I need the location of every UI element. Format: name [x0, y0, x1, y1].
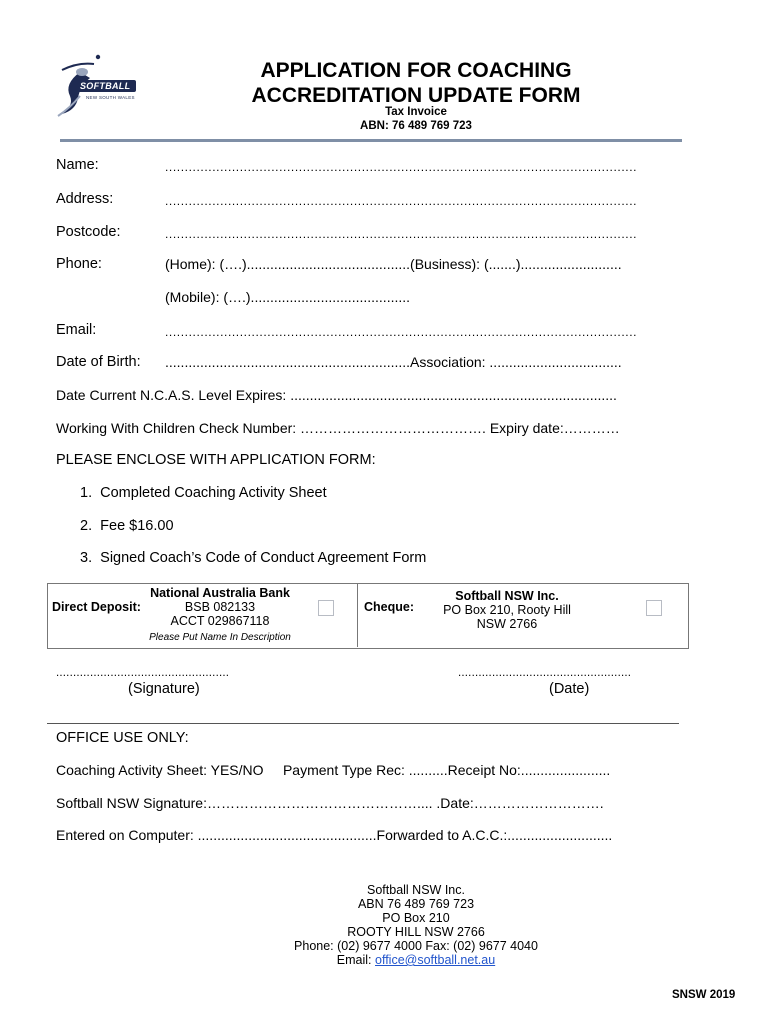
address-label: Address:: [56, 191, 114, 207]
date-line[interactable]: ...................................................: [458, 667, 632, 679]
email-field[interactable]: ........................................................................................................................: [165, 325, 638, 339]
direct-deposit-checkbox[interactable]: [318, 600, 334, 616]
softball-logo: [50, 52, 150, 122]
name-field[interactable]: ........................................................................................................................: [165, 160, 638, 174]
office-line-activity-payment[interactable]: Coaching Activity Sheet: YES/NO Payment Type Rec: ..........Receipt No:.......................: [56, 762, 611, 778]
date-label: (Date): [549, 681, 590, 697]
footer-po: PO Box 210: [382, 911, 450, 925]
cheque-addr1: PO Box 210, Rooty Hill: [443, 603, 571, 617]
phone-label: Phone:: [56, 256, 102, 272]
form-title-line1: APPLICATION FOR COACHING: [260, 59, 572, 82]
enclose-heading: PLEASE ENCLOSE WITH APPLICATION FORM:: [56, 452, 376, 468]
footer-abn: ABN 76 489 769 723: [357, 897, 475, 911]
cheque-label: Cheque:: [364, 600, 414, 614]
signature-line[interactable]: ...................................................: [56, 667, 230, 679]
cheque-checkbox[interactable]: [646, 600, 662, 616]
wwc-field[interactable]: Working With Children Check Number: …………………………………. Expiry date:…………: [56, 420, 620, 436]
enclose-item: 1. Completed Coaching Activity Sheet: [80, 485, 327, 501]
office-heading: OFFICE USE ONLY:: [56, 730, 189, 746]
footer-email-line: [216, 954, 616, 968]
bank-bsb: BSB 082133: [184, 600, 256, 614]
footer-phone: Phone: (02) 9677 4000 Fax: (02) 9677 4040: [294, 939, 538, 953]
form-title-line2: ACCREDITATION UPDATE FORM: [251, 84, 581, 107]
signature-label: (Signature): [128, 681, 200, 697]
logo-text: SOFTBALL: [80, 81, 131, 91]
postcode-label: Postcode:: [56, 224, 121, 240]
dob-association-field[interactable]: ...............................................................Association: ..................................: [165, 354, 622, 370]
deposit-note: Please Put Name In Description: [149, 632, 291, 643]
enclose-item: 3. Signed Coach’s Code of Conduct Agreement Form: [80, 550, 427, 566]
cheque-addr2: NSW 2766: [476, 617, 538, 631]
office-line-signature[interactable]: Softball NSW Signature:……………………………………….... .Date:……………………….: [56, 795, 604, 811]
cheque-org: Softball NSW Inc.: [455, 589, 559, 603]
footer-city: ROOTY HILL NSW 2766: [347, 925, 485, 939]
footer-email-link[interactable]: office@softball.net.au: [375, 953, 496, 967]
email-label: Email:: [56, 322, 97, 338]
direct-deposit-label: Direct Deposit:: [52, 600, 141, 614]
phone-home-business-field[interactable]: (Home): (….)..........................................(Business): (.......)..........................: [165, 256, 622, 272]
ncas-expiry-field[interactable]: Date Current N.C.A.S. Level Expires: ....................................................................................: [56, 387, 617, 403]
postcode-field[interactable]: ........................................................................................................................: [165, 227, 638, 241]
enclose-item: 2. Fee $16.00: [80, 518, 174, 534]
footer-org: Softball NSW Inc.: [367, 883, 465, 897]
dob-label: Date of Birth:: [56, 354, 141, 370]
phone-mobile-field[interactable]: (Mobile): (….).........................................: [165, 289, 411, 305]
name-label: Name:: [56, 157, 99, 173]
header-divider: [60, 139, 682, 142]
form-abn: ABN: 76 489 769 723: [360, 120, 472, 132]
logo-subtext: NEW SOUTH WALES: [86, 95, 135, 100]
form-subtitle: Tax Invoice: [385, 106, 447, 118]
office-line-computer[interactable]: Entered on Computer: ..............................................Forwarded to A.C.C.:...........................: [56, 827, 613, 843]
footer-email-prefix: Email:: [336, 953, 375, 967]
document-code: SNSW 2019: [672, 989, 736, 1001]
bank-acct: ACCT 029867118: [170, 614, 270, 628]
payment-box-divider: [357, 583, 358, 647]
address-field[interactable]: ........................................................................................................................: [165, 194, 638, 208]
office-divider: [47, 723, 679, 724]
bank-name: National Australia Bank: [150, 586, 290, 600]
